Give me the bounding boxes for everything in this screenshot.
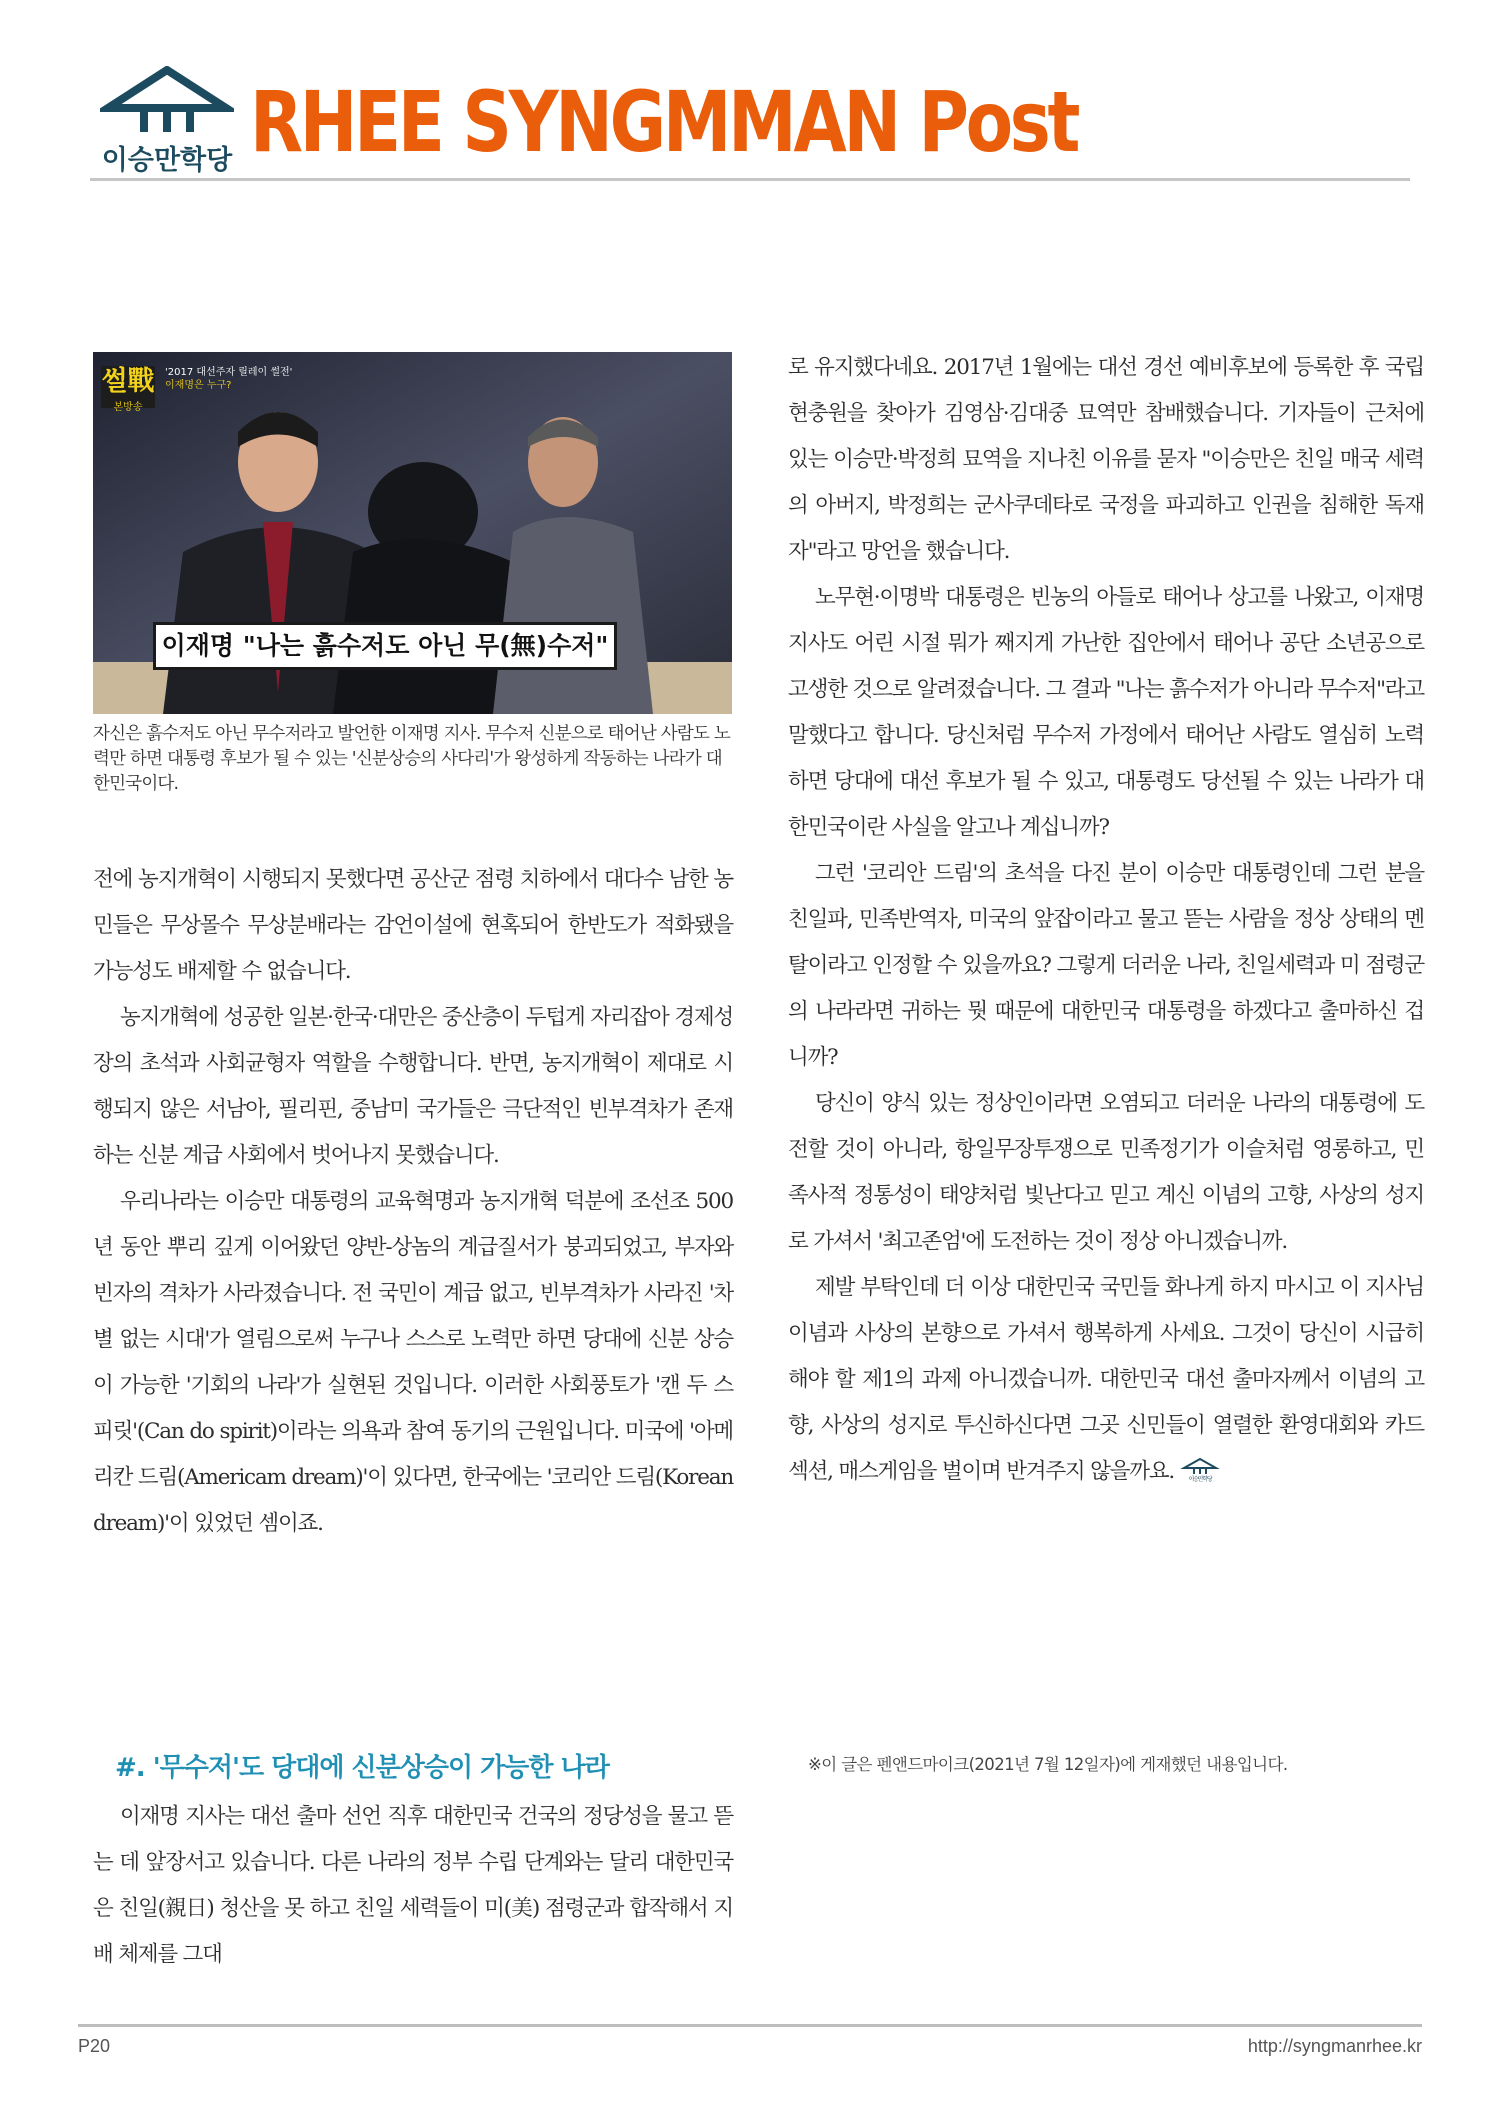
logo-text: 이승만학당 (101, 145, 233, 176)
paragraph: 농지개혁에 성공한 일본·한국·대만은 중산층이 두텁게 자리잡아 경제성장의 초석과 사회균형자 역할을 수행합니다. 반면, 농지개혁이 제대로 시행되지 않은 서남아, 필리핀, 중남미 국가들은 극단적인 빈부격차가 존재하는 신분 계급 사회에서 벗어나지 못했습니다. (93, 1005, 733, 1168)
show-logo: 썰戰 (101, 366, 155, 408)
header-divider (90, 178, 1410, 181)
paragraph: 이재명 지사는 대선 출마 선언 직후 대한민국 건국의 정당성을 물고 뜯는 데 앞장서고 있습니다. 다른 나라의 정부 수립 단계와는 달리 대한민국은 친일(親日) 청산을 못 하고 친일 세력들이 미(美) 점령군과 합작해서 지배 체제를 그대 (93, 1804, 733, 1967)
building-icon (100, 66, 234, 138)
left-column-b (93, 1794, 733, 1978)
source-note: ※이 글은 펜앤드마이크(2021년 7월 12일자)에 게재했던 내용입니다. (808, 1755, 1288, 1774)
paragraph: 노무현·이명박 대통령은 빈농의 아들로 태어나 상고를 나왔고, 이재명 지사도 어린 시절 뭐가 째지게 가난한 집안에서 태어나 공단 소년공으로 고생한 것으로 알려졌습니다. 그 결과 "나는 흙수저가 아니라 무수저"라고 말했다고 합니다. 당신처럼 무수저 가정에서 태어난 사람도 열심히 노력하면 당대에 대선 후보가 될 수 있고, 대통령도 당선될 수 있는 나라가 대한민국이란 사실을 알고나 계십니까? (788, 585, 1424, 840)
paragraph: 전에 농지개혁이 시행되지 못했다면 공산군 점령 치하에서 대다수 남한 농민들은 무상몰수 무상분배라는 감언이설에 현혹되어 한반도가 적화됐을 가능성도 배제할 수 없습니다. (93, 867, 733, 984)
left-column-a (93, 857, 733, 1547)
show-topic (165, 366, 325, 392)
show-topic-line-1: '2017 대선주자 릴레이 썰전' (165, 367, 293, 378)
article-photo (93, 352, 732, 714)
paragraph-text: 제발 부탁인데 더 이상 대한민국 국민들 화나게 하지 마시고 이 지사님 이념과 사상의 본향으로 가셔서 행복하게 사세요. 그것이 당신이 시급히 해야 할 제1의 과제 아니겠습니까. 대한민국 대선 출마자께서 이념의 고향, 사상의 성지로 투신하신다면 그곳 신민들이 열렬한 환영대회와 카드섹션, 매스게임을 벌이며 반겨주지 않을까요. (788, 1275, 1424, 1484)
page-number: P20 (78, 2036, 111, 2056)
paragraph: 로 유지했다네요. 2017년 1월에는 대선 경선 예비후보에 등록한 후 국립현충원을 찾아가 김영삼·김대중 묘역만 참배했습니다. 기자들이 근처에 있는 이승만·박정희 묘역을 지나친 이유를 묻자 "이승만은 친일 매국 세력의 아버지, 박정희는 군사쿠데타로 국정을 파괴하고 인권을 침해한 독재자"라고 망언을 했습니다. (788, 355, 1424, 564)
paragraph: 당신이 양식 있는 정상인이라면 오염되고 더러운 나라의 대통령에 도전할 것이 아니라, 항일무장투쟁으로 민족정기가 이슬처럼 영롱하고, 민족사적 정통성이 태양처럼 빛난다고 믿고 계신 이념의 고향, 사상의 성지로 가셔서 '최고존엄'에 도전하는 것이 정상 아니겠습니까. (788, 1091, 1424, 1254)
show-sub: 본방송 (113, 402, 143, 413)
end-mark-building-icon (1180, 1458, 1220, 1482)
paragraph: 우리나라는 이승만 대통령의 교육혁명과 농지개혁 덕분에 조선조 500년 동안 뿌리 깊게 이어왔던 양반-상놈의 계급질서가 붕괴되었고, 부자와 빈자의 격차가 사라졌습니다. 전 국민이 계급 없고, 빈부격차가 사라진 '차별 없는 시대'가 열림으로써 누구나 스스로 노력만 하면 당대에 신분 상승이 가능한 '기회의 나라'가 실현된 것입니다. 이러한 사회풍토가 '캔 두 스피릿'(Can do spirit)이라는 의욕과 참여 동기의 근원입니다. 미국에 '아메리칸 드림(Americam dream)'이 있다면, 한국에는 '코리안 드림(Korean dream)'이 있었던 셈이죠. (93, 1189, 733, 1536)
paragraph-last (788, 1265, 1424, 1495)
paragraph: 그런 '코리안 드림'의 초석을 다진 분이 이승만 대통령인데 그런 분을 친일파, 민족반역자, 미국의 앞잡이라고 물고 뜯는 사람을 정상 상태의 멘탈이라고 인정할 수 있을까요? 그렇게 더러운 나라, 친일세력과 미 점령군의 나라라면 귀하는 뭣 때문에 대한민국 대통령을 하겠다고 출마하신 겁니까? (788, 861, 1424, 1070)
photo-subtitle: 이재명 "나는 흙수저도 아닌 무(無)수저" (153, 622, 617, 670)
header (0, 0, 1500, 190)
section-heading: #. '무수저'도 당대에 신분상승이 가능한 나라 (115, 1753, 609, 1783)
right-column (788, 345, 1424, 1495)
footer-divider (78, 2024, 1422, 2027)
masthead-title: RHEE SYNGMMAN Post (250, 73, 1078, 171)
photo-caption: 자신은 흙수저도 아닌 무수저라고 발언한 이재명 지사. 무수저 신분으로 태어난 사람도 노력만 하면 대통령 후보가 될 수 있는 '신분상승의 사다리'가 왕성하게 작동하는 나라가 대한민국이다. (93, 724, 730, 794)
show-topic-line-2: 이재명은 누구? (165, 380, 232, 391)
logo[interactable] (92, 66, 242, 176)
site-url[interactable]: http://syngmanrhee.kr (1247, 2036, 1422, 2056)
end-mark-text: 이승만학당 (1188, 1476, 1212, 1482)
